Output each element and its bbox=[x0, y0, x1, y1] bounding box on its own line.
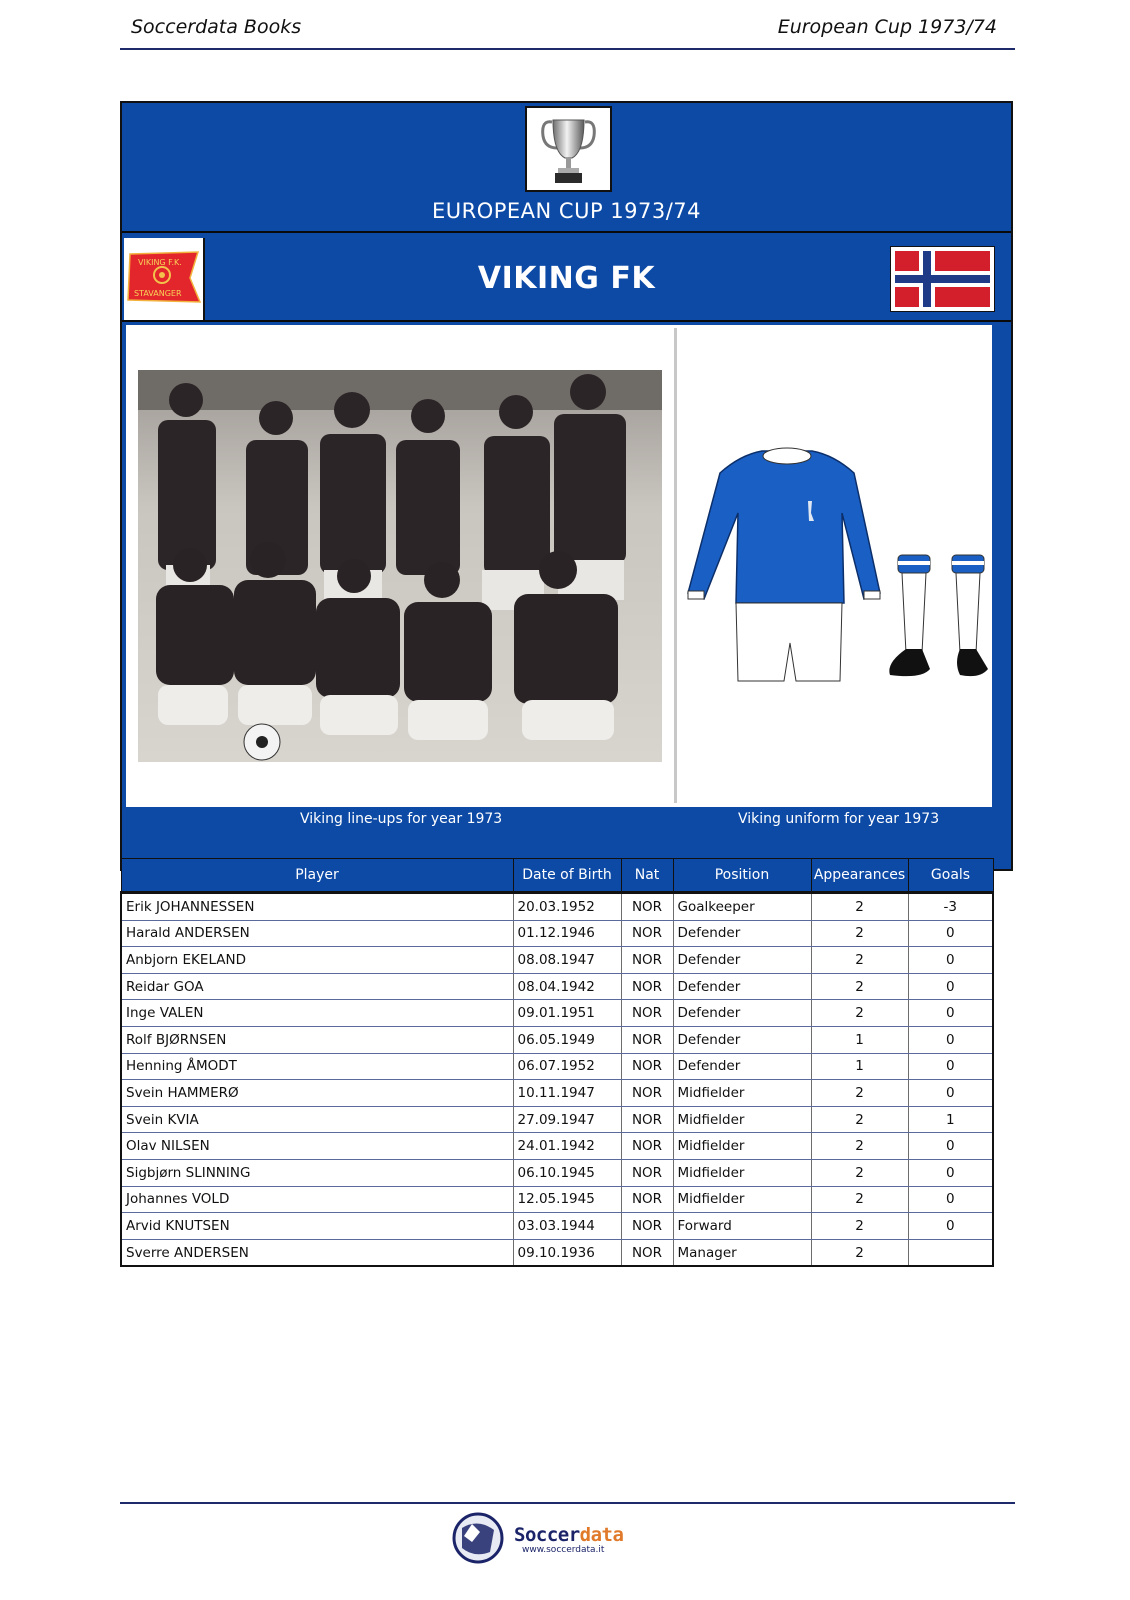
column-header-player: Player bbox=[121, 859, 513, 893]
cell-player: Sverre ANDERSEN bbox=[121, 1239, 513, 1266]
table-row bbox=[121, 1186, 993, 1213]
cell-dob: 03.03.1944 bbox=[513, 1213, 621, 1240]
media-panels bbox=[126, 325, 992, 807]
cell-goals: 0 bbox=[908, 1053, 993, 1080]
team-photo bbox=[138, 370, 662, 762]
cell-goals: 0 bbox=[908, 973, 993, 1000]
cell-dob: 10.11.1947 bbox=[513, 1080, 621, 1107]
cell-nat: NOR bbox=[621, 1186, 673, 1213]
cell-goals: 0 bbox=[908, 1080, 993, 1107]
cell-position: Defender bbox=[673, 1026, 811, 1053]
cell-position: Midfielder bbox=[673, 1133, 811, 1160]
norway-flag-icon bbox=[890, 246, 995, 312]
cell-nat: NOR bbox=[621, 1000, 673, 1027]
table-row bbox=[121, 1053, 993, 1080]
uniform-caption: Viking uniform for year 1973 bbox=[738, 811, 940, 827]
cell-appearances: 2 bbox=[811, 1159, 908, 1186]
cell-player: Inge VALEN bbox=[121, 1000, 513, 1027]
cell-player: Reidar GOA bbox=[121, 973, 513, 1000]
cell-dob: 09.01.1951 bbox=[513, 1000, 621, 1027]
cell-nat: NOR bbox=[621, 1159, 673, 1186]
table-row bbox=[121, 920, 993, 947]
column-header-dob: Date of Birth bbox=[513, 859, 621, 893]
header-left: Soccerdata Books bbox=[131, 16, 302, 38]
cell-appearances: 2 bbox=[811, 1239, 908, 1266]
cell-dob: 09.10.1936 bbox=[513, 1239, 621, 1266]
cell-appearances: 2 bbox=[811, 973, 908, 1000]
table-row bbox=[121, 947, 993, 974]
photo-caption: Viking line-ups for year 1973 bbox=[300, 811, 503, 827]
cell-goals bbox=[908, 1239, 993, 1266]
table-row bbox=[121, 1080, 993, 1107]
cell-position: Midfielder bbox=[673, 1159, 811, 1186]
cell-goals: 0 bbox=[908, 1000, 993, 1027]
table-row bbox=[121, 1106, 993, 1133]
cell-dob: 08.08.1947 bbox=[513, 947, 621, 974]
table-row bbox=[121, 973, 993, 1000]
cell-appearances: 2 bbox=[811, 1080, 908, 1107]
cell-player: Sigbjørn SLINNING bbox=[121, 1159, 513, 1186]
cell-goals: 0 bbox=[908, 1213, 993, 1240]
table-row bbox=[121, 1159, 993, 1186]
cell-player: Anbjorn EKELAND bbox=[121, 947, 513, 974]
squad-table bbox=[120, 858, 994, 1267]
table-row bbox=[121, 1133, 993, 1160]
cell-nat: NOR bbox=[621, 893, 673, 921]
cell-appearances: 2 bbox=[811, 1000, 908, 1027]
column-header-goals: Goals bbox=[908, 859, 993, 893]
cell-dob: 06.07.1952 bbox=[513, 1053, 621, 1080]
club-name: VIKING FK bbox=[477, 261, 656, 296]
cell-appearances: 1 bbox=[811, 1026, 908, 1053]
cell-dob: 12.05.1945 bbox=[513, 1186, 621, 1213]
cell-appearances: 2 bbox=[811, 947, 908, 974]
footer-url: www.soccerdata.it bbox=[522, 1545, 605, 1555]
column-header-position: Position bbox=[673, 859, 811, 893]
cell-nat: NOR bbox=[621, 1080, 673, 1107]
table-header-row bbox=[121, 859, 993, 893]
table-row bbox=[121, 1239, 993, 1266]
cell-nat: NOR bbox=[621, 1026, 673, 1053]
cell-dob: 27.09.1947 bbox=[513, 1106, 621, 1133]
cell-player: Svein HAMMERØ bbox=[121, 1080, 513, 1107]
divider bbox=[122, 231, 1011, 233]
footer-rule bbox=[120, 1502, 1015, 1504]
svg-text:STAVANGER: STAVANGER bbox=[134, 289, 182, 298]
cell-dob: 06.05.1949 bbox=[513, 1026, 621, 1053]
cell-position: Defender bbox=[673, 947, 811, 974]
panel-divider bbox=[674, 328, 677, 803]
cell-nat: NOR bbox=[621, 1133, 673, 1160]
cell-position: Defender bbox=[673, 973, 811, 1000]
cell-dob: 08.04.1942 bbox=[513, 973, 621, 1000]
cell-goals: 0 bbox=[908, 947, 993, 974]
cell-appearances: 2 bbox=[811, 920, 908, 947]
cell-goals: 0 bbox=[908, 1186, 993, 1213]
cell-position: Defender bbox=[673, 1000, 811, 1027]
cell-player: Olav NILSEN bbox=[121, 1133, 513, 1160]
cell-dob: 06.10.1945 bbox=[513, 1159, 621, 1186]
cell-goals: -3 bbox=[908, 893, 993, 921]
cell-appearances: 1 bbox=[811, 1053, 908, 1080]
cell-position: Defender bbox=[673, 920, 811, 947]
cell-nat: NOR bbox=[621, 1239, 673, 1266]
header-rule bbox=[120, 48, 1015, 50]
cell-goals: 1 bbox=[908, 1106, 993, 1133]
cell-dob: 24.01.1942 bbox=[513, 1133, 621, 1160]
cell-nat: NOR bbox=[621, 1106, 673, 1133]
cell-position: Midfielder bbox=[673, 1106, 811, 1133]
cell-nat: NOR bbox=[621, 920, 673, 947]
divider bbox=[122, 320, 1011, 322]
cell-position: Goalkeeper bbox=[673, 893, 811, 921]
cell-goals: 0 bbox=[908, 920, 993, 947]
table-row bbox=[121, 1026, 993, 1053]
cell-goals: 0 bbox=[908, 1133, 993, 1160]
cell-position: Midfielder bbox=[673, 1186, 811, 1213]
cell-player: Erik JOHANNESSEN bbox=[121, 893, 513, 921]
cell-player: Johannes VOLD bbox=[121, 1186, 513, 1213]
cell-player: Henning ÅMODT bbox=[121, 1053, 513, 1080]
cell-nat: NOR bbox=[621, 947, 673, 974]
cell-position: Midfielder bbox=[673, 1080, 811, 1107]
trophy-icon bbox=[525, 106, 612, 192]
cell-position: Forward bbox=[673, 1213, 811, 1240]
cell-goals: 0 bbox=[908, 1159, 993, 1186]
svg-text:VIKING F.K.: VIKING F.K. bbox=[138, 258, 182, 267]
cell-position: Manager bbox=[673, 1239, 811, 1266]
header-right: European Cup 1973/74 bbox=[777, 16, 997, 38]
footer-brand: Soccerdata bbox=[514, 1524, 624, 1546]
cell-appearances: 2 bbox=[811, 1133, 908, 1160]
cell-dob: 20.03.1952 bbox=[513, 893, 621, 921]
cell-appearances: 2 bbox=[811, 1106, 908, 1133]
cell-appearances: 2 bbox=[811, 1213, 908, 1240]
cell-player: Harald ANDERSEN bbox=[121, 920, 513, 947]
table-row bbox=[121, 1213, 993, 1240]
club-card bbox=[120, 101, 1013, 871]
competition-title: EUROPEAN CUP 1973/74 bbox=[431, 199, 702, 223]
kit-illustration bbox=[684, 443, 990, 693]
cell-nat: NOR bbox=[621, 973, 673, 1000]
cell-appearances: 2 bbox=[811, 1186, 908, 1213]
table-row bbox=[121, 893, 993, 921]
column-header-appearances: Appearances bbox=[811, 859, 908, 893]
cell-nat: NOR bbox=[621, 1053, 673, 1080]
cell-player: Arvid KNUTSEN bbox=[121, 1213, 513, 1240]
cell-position: Defender bbox=[673, 1053, 811, 1080]
table-row bbox=[121, 1000, 993, 1027]
cell-player: Svein KVIA bbox=[121, 1106, 513, 1133]
cell-goals: 0 bbox=[908, 1026, 993, 1053]
cell-appearances: 2 bbox=[811, 893, 908, 921]
column-header-nat: Nat bbox=[621, 859, 673, 893]
cell-dob: 01.12.1946 bbox=[513, 920, 621, 947]
cell-player: Rolf BJØRNSEN bbox=[121, 1026, 513, 1053]
cell-nat: NOR bbox=[621, 1213, 673, 1240]
